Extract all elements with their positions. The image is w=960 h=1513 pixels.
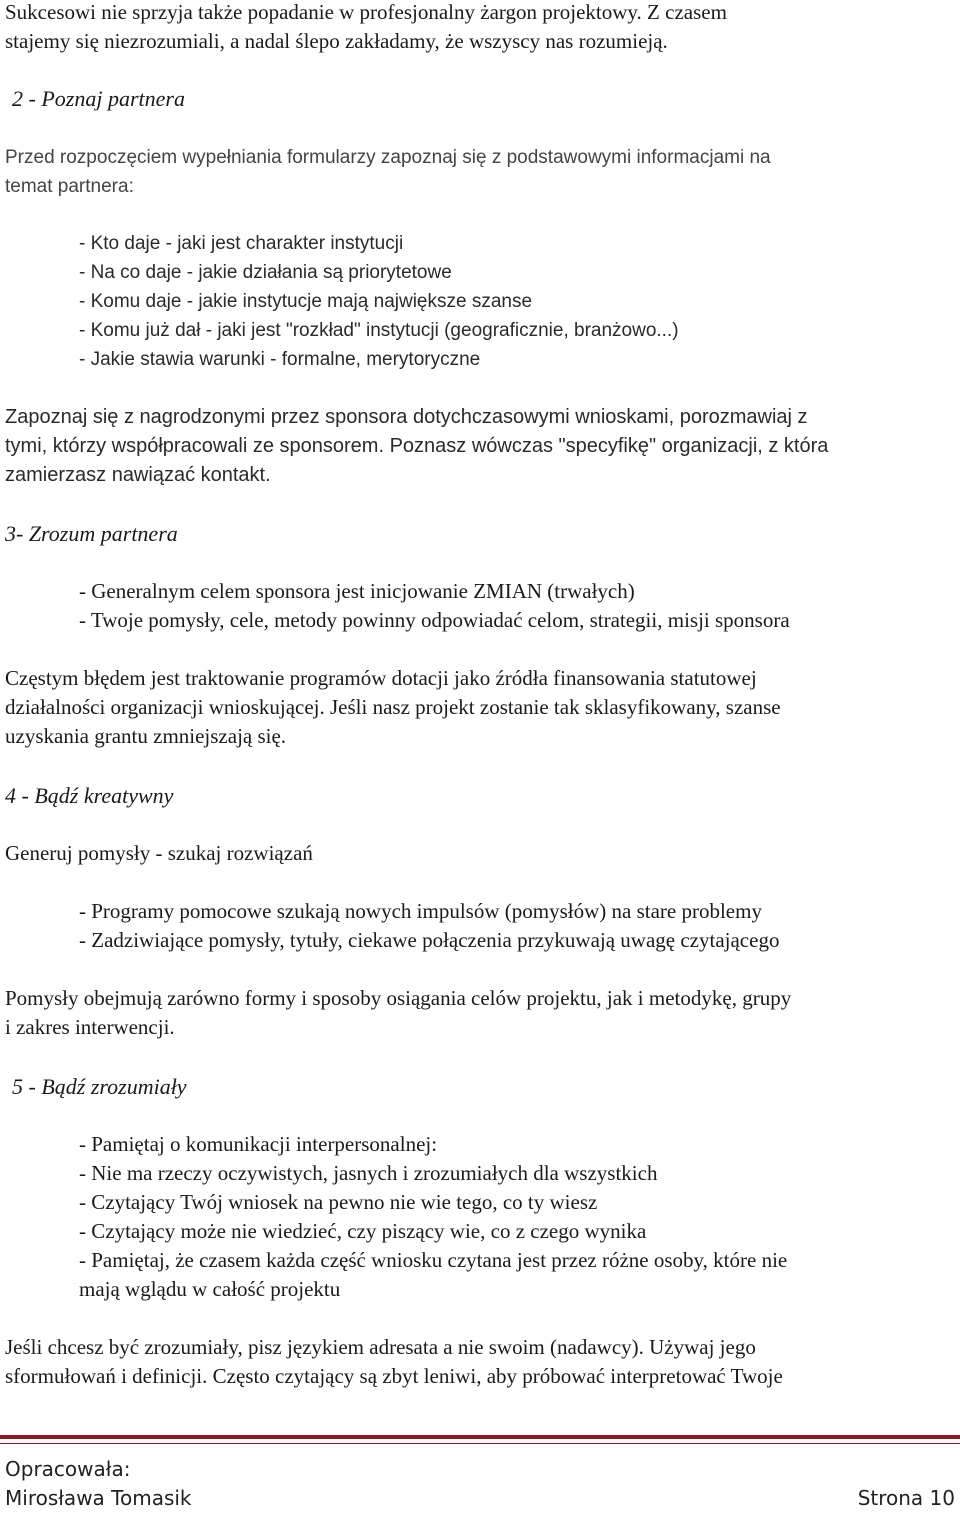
section-5-list-item: - Pamiętaj o komunikacji interpersonalnej: (79, 1132, 438, 1156)
section-5-list-item: mają wglądu w całość projektu (79, 1277, 341, 1301)
section-2-after-line-2: tymi, którzy współpracowali ze sponsorem. Poznasz wówczas "specyfikę" organizacji, z która (5, 435, 829, 457)
section-2-list-item: - Jakie stawia warunki - formalne, merytoryczne (79, 349, 481, 370)
section-5-list-item: - Nie ma rzeczy oczywistych, jasnych i zrozumiałych dla wszystkich (79, 1161, 658, 1185)
section-3-para-line-1: Częstym błędem jest traktowanie programów dotacji jako źródła finansowania statutowej (5, 666, 757, 690)
section-3-heading: 3- Zrozum partnera (5, 521, 178, 546)
section-4-para-line-2: i zakres interwencji. (5, 1015, 175, 1039)
section-5-para-line-1: Jeśli chcesz być zrozumiały, pisz językiem adresata a nie swoim (nadawcy). Używaj jego (5, 1335, 756, 1359)
footer-label: Opracowała: (5, 1457, 131, 1481)
section-2-list-item: - Na co daje - jakie działania są priorytetowe (79, 262, 452, 283)
section-2-heading: 2 - Poznaj partnera (12, 86, 185, 111)
section-4-heading: 4 - Bądź kreatywny (5, 783, 174, 808)
section-4-list-item: - Zadziwiające pomysły, tytuły, ciekawe połączenia przykuwają uwagę czytającego (79, 928, 780, 952)
section-2-para-line-1: Przed rozpoczęciem wypełniania formularzy zapoznaj się z podstawowymi informacjami na (5, 147, 771, 168)
section-2-after-line-1: Zapoznaj się z nagrodzonymi przez sponsora dotychczasowymi wnioskami, porozmawiaj z (5, 406, 808, 428)
section-4-list-item: - Programy pomocowe szukają nowych impulsów (pomysłów) na stare problemy (79, 899, 762, 923)
section-5-list-item: - Pamiętaj, że czasem każda część wniosku czytana jest przez różne osoby, które nie (79, 1248, 788, 1272)
section-4-intro: Generuj pomysły - szukaj rozwiązań (5, 841, 313, 865)
section-2-list-item: - Komu daje - jakie instytucje mają największe szanse (79, 291, 533, 312)
section-3-para-line-3: uzyskania grantu zmniejszają się. (5, 724, 287, 748)
section-5-para-line-2: sformułowań i definicji. Często czytający są zbyt leniwi, aby próbować interpretować Twoje (5, 1364, 783, 1388)
section-4-para-line-1: Pomysły obejmują zarówno formy i sposoby osiągania celów projektu, jak i metodykę, grupy (5, 986, 792, 1010)
section-2-para-line-2: temat partnera: (5, 176, 134, 197)
section-2-list-item: - Kto daje - jaki jest charakter instytucji (79, 233, 404, 254)
intro-line-2: stajemy się niezrozumiali, a nadal ślepo zakładamy, że wszyscy nas rozumieją. (5, 29, 668, 53)
section-3-list-item: - Twoje pomysły, cele, metody powinny odpowiadać celom, strategii, misji sponsora (79, 608, 790, 632)
footer-author: Mirosława Tomasik (5, 1486, 192, 1510)
footer-rule-thick (0, 1435, 960, 1439)
section-5-list-item: - Czytający Twój wniosek na pewno nie wie tego, co ty wiesz (79, 1190, 598, 1214)
section-3-para-line-2: działalności organizacji wnioskującej. Jeśli nasz projekt zostanie tak sklasyfikowany, szanse (5, 695, 781, 719)
section-2-after-line-3: zamierzasz nawiązać kontakt. (5, 464, 271, 486)
intro-line-1: Sukcesowi nie sprzyja także popadanie w profesjonalny żargon projektowy. Z czasem (5, 0, 727, 24)
footer-page-number: Strona 10 (857, 1486, 955, 1510)
section-3-list-item: - Generalnym celem sponsora jest inicjowanie ZMIAN (trwałych) (79, 579, 635, 603)
section-5-list-item: - Czytający może nie wiedzieć, czy piszący wie, co z czego wynika (79, 1219, 647, 1243)
footer-rule-thin (0, 1443, 960, 1444)
section-5-heading: 5 - Bądź zrozumiały (12, 1074, 187, 1099)
section-2-list-item: - Komu już dał - jaki jest "rozkład" instytucji (geograficznie, branżowo...) (79, 320, 679, 341)
